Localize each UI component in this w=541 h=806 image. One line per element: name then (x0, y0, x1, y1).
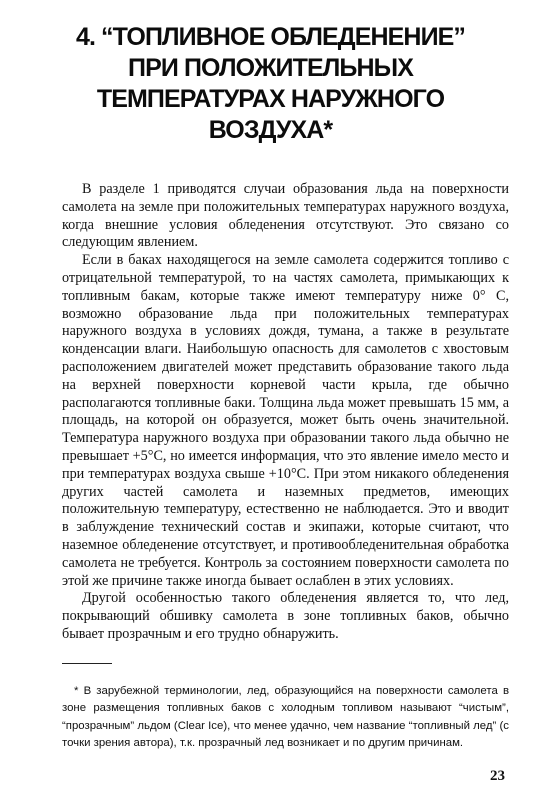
chapter-title-line: 4. “ТОПЛИВНОЕ ОБЛЕДЕНЕНИЕ” (75, 23, 466, 51)
chapter-title (40, 22, 501, 146)
page-number: 23 (490, 768, 505, 784)
chapter-title-line: ПРИ ПОЛОЖИТЕЛЬНЫХ (128, 54, 413, 82)
body-text (62, 181, 509, 644)
footnote-divider (62, 663, 112, 664)
footnote: * В зарубежной терминологии, лед, образующийся на поверхности самолета в зоне размещения топливных баков с холодным топливом называют “чистым”, “прозрачным” льдом (Clear Ice), что менее удачно, чем название “топливный лед” (с точки зрения автора), т.к. прозрачный лед возникает и по другим причинам. (62, 685, 509, 749)
chapter-title-line: ТЕМПЕРАТУРАХ НАРУЖНОГО (96, 85, 445, 113)
chapter-title-line: ВОЗДУХА* (208, 116, 333, 144)
paragraph: Если в баках находящегося на земле самолета содержится топливо с отрицательной температурой, то на частях самолета, примыкающих к топливным бакам, которые также имеют температуру ниже 0° С, возможно образование льда при положительных температурах наружного воздуха в условиях дождя, тумана, а также в результате конденсации влаги. Наибольшую опасность для самолетов с хвостовым расположением двигателей может представить образование такого льда на верхней поверхности корневой части крыла, где обычно располагаются топливные баки. Толщина льда может превышать 15 мм, а площадь, на которой он образуется, может быть очень значительной. Температура наружного воздуха при образовании такого льда обычно не превышает +5°С, но имеется информация, что это явление имело место и при температурах воздуха свыше +10°С. При этом никакого обледенения других частей самолета и наземных предметов, имеющих положительную температуру, естественно не наблюдается. Это и вводит в заблуждение технический состав и экипажи, которые считают, что наземное обледенение отсутствует, и противообледенительная обработка самолета не требуется. Контроль за состоянием поверхности самолета по этой же причине также иногда бывает ослаблен в этих условиях. (62, 252, 509, 589)
paragraph: В разделе 1 приводятся случаи образования льда на поверхности самолета на земле при положительных температурах наружного воздуха, когда внешние условия обледенения отсутствуют. Это связано со следующим явлением. (62, 181, 509, 251)
paragraph: Другой особенностью такого обледенения является то, что лед, покрывающий обшивку самолета в зоне топливных баков, обычно бывает прозрачным и его трудно обнаружить. (62, 590, 509, 642)
